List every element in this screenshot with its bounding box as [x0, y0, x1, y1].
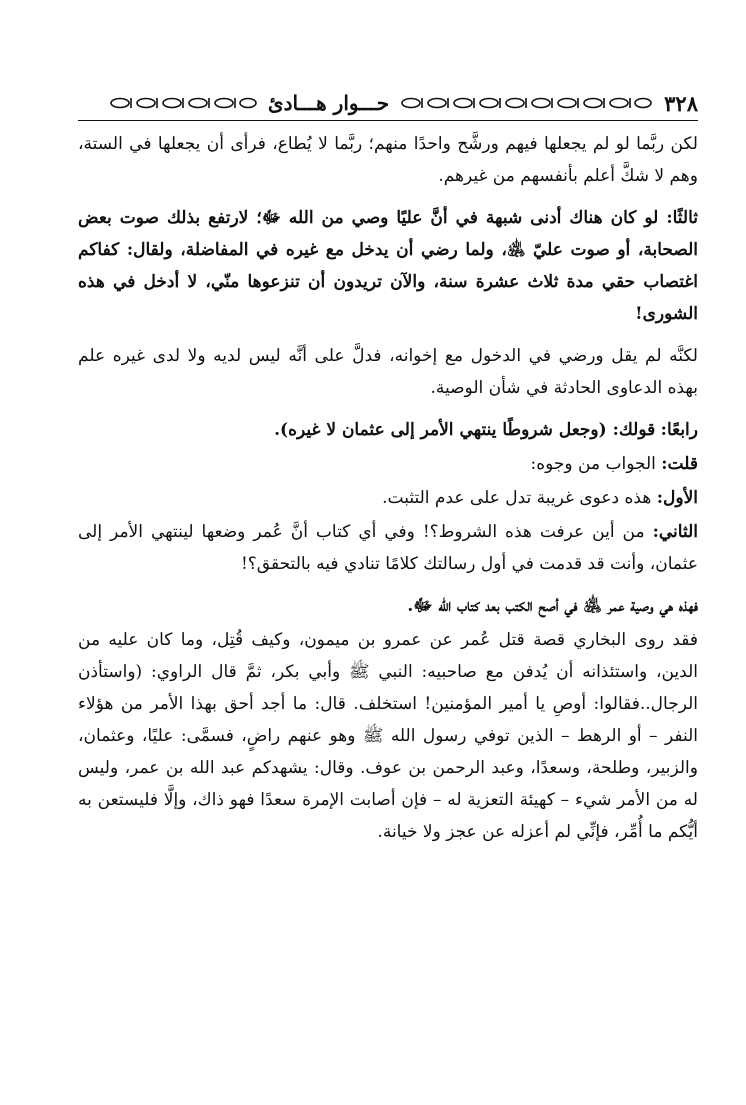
paragraph-text: لكن ربَّما لو لم يجعلها فيهم ورشَّح واحدًا منهم؛ ربَّما لا يُطاع، فرأى أن يجعلها في الستة، وهم لا شكَّ أعلم بأنفسهم من غيرهم.	[78, 134, 698, 186]
paragraph-lead: الثاني:	[652, 522, 698, 542]
paragraph-fourth	[78, 414, 698, 446]
paragraph-8	[78, 590, 698, 622]
paragraph-lead: ثالثًا:	[666, 208, 698, 228]
paragraph-second-point	[78, 516, 698, 580]
paragraph-lead: رابعًا:	[660, 420, 698, 440]
paragraph-text: فهذه هي وصية عمر ﵁ في أصح الكتب بعد كتاب الله ﷻ.	[407, 596, 698, 616]
quoted-claim: قولك: (وجعل شروطًا ينتهي الأمر إلى عثمان لا غيره).	[274, 420, 656, 440]
paragraph-text: الجواب من وجوه:	[530, 454, 656, 474]
paragraph-first-point	[78, 482, 698, 514]
ornament-band-icon	[108, 95, 258, 111]
header-rule	[78, 120, 698, 121]
paragraph-text: لو كان هناك أدنى شبهة في أنَّ عليًا وصي من الله ﷻ؛ لارتفع بذلك صوت بعض الصحابة، أو صوت عليّ ﵁، ولما رضي أن يدخل مع غيره في المفاضلة، ولقال: كفاكم اغتصاب حقي مدة ثلاث عشرة سنة، والآن تريدون أن تنزعوها منّي، لا أدخل في هذه الشورى!	[78, 208, 698, 324]
paragraph-3	[78, 340, 698, 404]
paragraph-lead: الأول:	[656, 488, 698, 508]
body-text	[78, 128, 698, 858]
paragraph-text: من أين عرفت هذه الشروط؟! وفي أي كتاب أنَّ عُمر وضعها لينتهي الأمر إلى عثمان، وأنت قد قدمت في أول رسالتك كلامًا تنادي فيه بالتحقق؟!	[78, 522, 698, 574]
paragraph-lead: قلت:	[661, 454, 698, 474]
page-number: ٣٢٨	[664, 90, 698, 116]
running-title: حـــوار هـــادئ	[267, 91, 390, 115]
paragraph-text: فقد روى البخاري قصة قتل عُمر عن عمرو بن ميمون، وكيف قُتِل، وما كان عليه من الدين، واستئذانه أن يُدفن مع صاحبيه: النبي ﷺ وأبي بكر، ثمَّ قال الراوي: (واستأذن الرجال..فقالوا: أوصِ يا أمير المؤمنين! استخلف. قال: ما أجد أحق بهذا الأمر من هؤلاء النفر – أو الرهط – الذين توفي رسول الله ﷺ وهو عنهم راضٍ، فسمَّى: عليًا، وعثمان، والزبير، وطلحة، وسعدًا، وعبد الرحمن بن عوف. وقال: يشهدكم عبد الله بن عمر، وليس له من الأمر شيء – كهيئة التعزية له – فإن أصابت الإمرة سعدًا فهو ذاك، وإلَّا فليستعن به أيُّكم ما أُمِّر، فإنِّي لم أعزله عن عجز ولا خيانة.	[78, 630, 698, 842]
paragraph-third	[78, 202, 698, 330]
ornament-band-icon	[399, 95, 654, 111]
paragraph-text: هذه دعوى غريبة تدل على عدم التثبت.	[382, 488, 652, 508]
paragraph-text: لكنَّه لم يقل ورضي في الدخول مع إخوانه، فدلَّ على أنَّه ليس لديه ولا لدى غيره علم بهذه الدعاوى الحادثة في شأن الوصية.	[78, 346, 698, 398]
page-header	[78, 88, 698, 118]
paragraph-reply	[78, 448, 698, 480]
paragraph-9	[78, 624, 698, 848]
paragraph-1	[78, 128, 698, 192]
